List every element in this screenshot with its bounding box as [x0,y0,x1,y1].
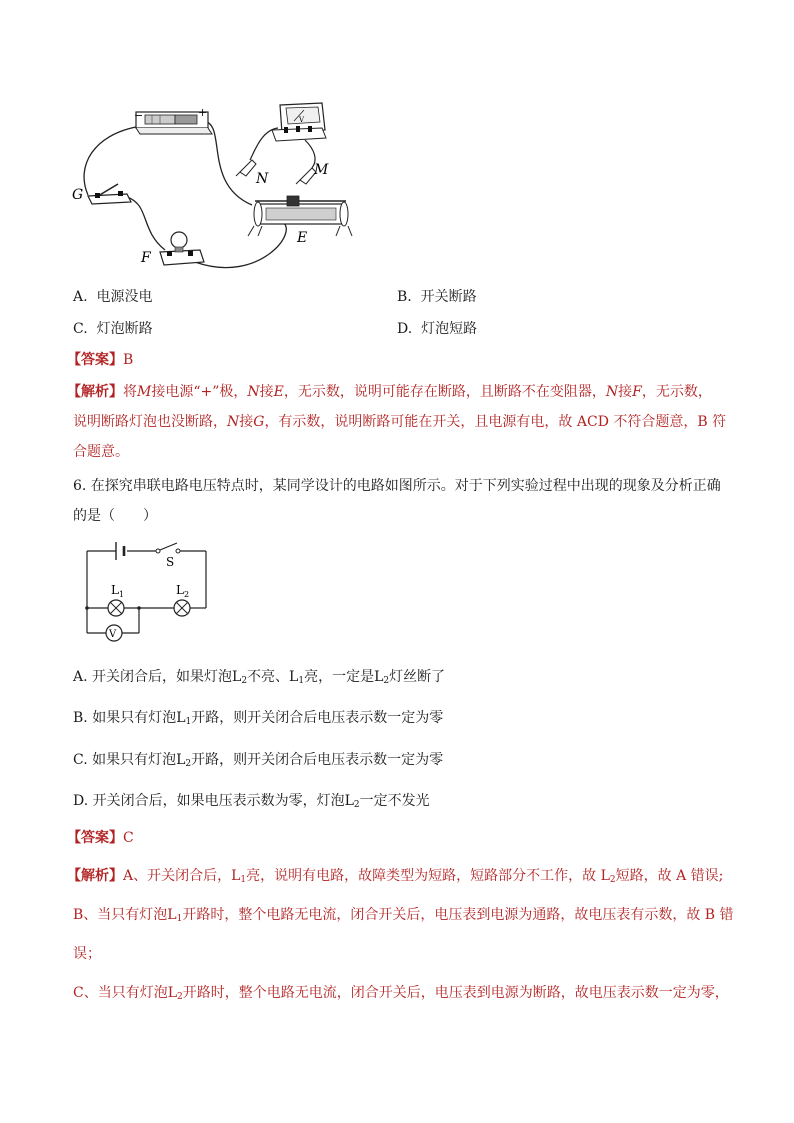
q6-option-b: B. 如果只有灯泡$L_1$开路，则开关闭合后电压表示数一定为零 [73,710,444,727]
q6-answer: 【答案】C [67,830,134,846]
q6-analysis-line-3: 误； [73,946,101,962]
label-n: N [256,171,269,187]
label-m: M [314,162,329,178]
option-a: A. 电源没电 [73,289,153,305]
voltmeter-v-label: V [299,116,305,124]
q5-answer: 【答案】B [67,352,134,368]
q6-analysis-line-4: C、当只有灯泡$L_2$开路时，整个电路无电流，闭合开关后，电压表到电源为断路，故电压表示数一定为零， [73,985,729,1002]
q6-option-a: A. 开关闭合后，如果灯泡$L_2$不亮、$L_1$亮，一定是$L_2$灯丝断了 [73,669,446,686]
q6-analysis-line-2: B、当只有灯泡$L_1$开路时，整个电路无电流，闭合开关后，电压表到电源为通路，故电压表有示数，故 B 错 [73,907,734,924]
lamp-l2-label: $L_2$ [176,583,190,599]
label-g: G [72,187,84,203]
q6-analysis-line-1: 【解析】A、开关闭合后，$L_1$亮，说明有电路，故障类型为短路，短路部分不工作，故 $L_2$短路，故 A 错误; [67,868,724,885]
option-d: D. 灯泡短路 [397,321,478,337]
label-f: F [141,250,151,266]
battery-plus: + [198,106,208,119]
lamp-l1-label: $L_1$ [111,583,125,599]
q5-analysis-line-3: 合题意。 [73,444,129,460]
option-c: C. 灯泡断路 [73,321,153,337]
q6-option-c: C. 如果只有灯泡$L_2$开路，则开关闭合后电压表示数一定为零 [73,752,444,769]
battery-minus: − [134,109,144,122]
q6-stem-line-2: 的是（ ） [73,508,157,524]
q6-option-d: D. 开关闭合后，如果电压表示数为零，灯泡$L_2$一定不发光 [73,793,430,810]
label-e: E [297,230,308,246]
q5-analysis-line-2: 说明断路灯泡也没断路，N接G，有示数，说明断路可能在开关，且电源有电，故 ACD 不符合题意，B 符 [73,414,727,430]
q6-stem-line-1: 6. 在探究串联电路电压特点时，某同学设计的电路如图所示。对于下列实验过程中出现的现象及分析正确 [73,478,721,494]
q5-analysis-line-1: 【解析】将M接电源“+”极，N接E，无示数，说明可能存在断路，且断路不在变阻器，N接F，无示数， [67,384,712,400]
switch-label: S [166,555,175,569]
voltmeter-label: V [109,629,117,640]
option-b: B. 开关断路 [397,289,477,305]
